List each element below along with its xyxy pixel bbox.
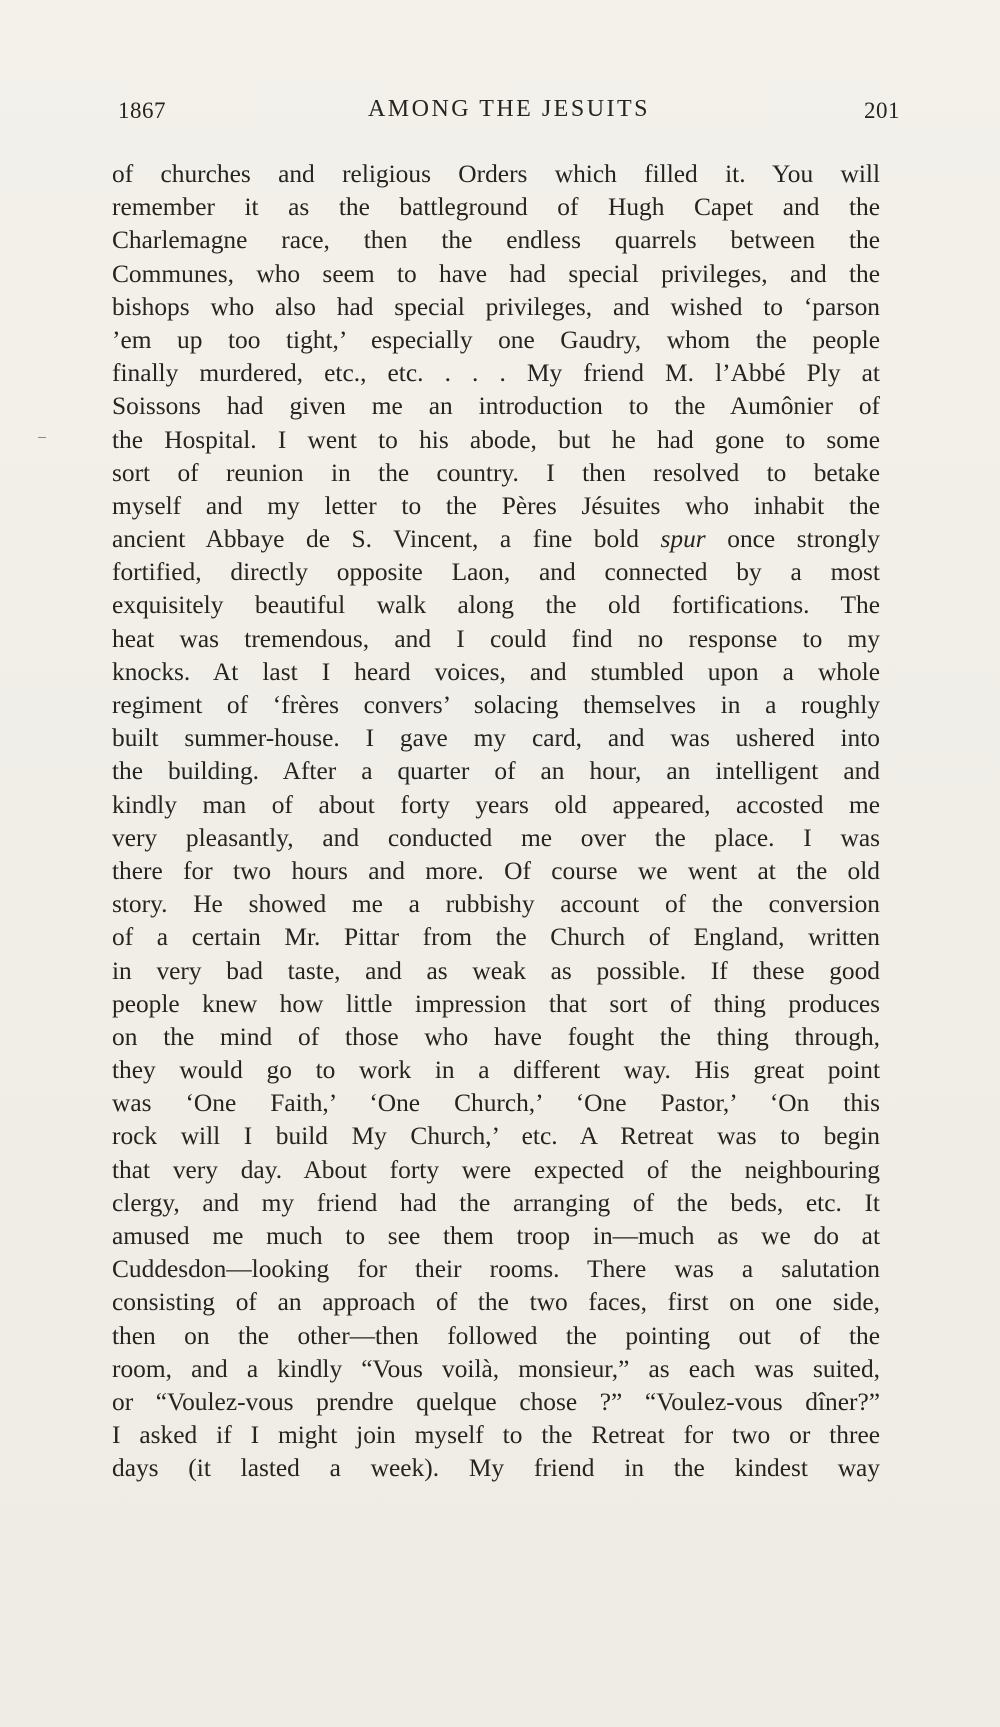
text-line: sort of reunion in the country. I then resolved to betake <box>112 458 880 487</box>
text-line: Communes, who seem to have had special privileges, and the <box>112 259 880 288</box>
text-line: people knew how little impression that sort of thing produces <box>112 989 880 1018</box>
text-line: room, and a kindly “Vous voilà, monsieur,” as each was suited, <box>112 1354 880 1383</box>
line-segment: ancient Abbaye de S. Vincent, a fine bold <box>112 525 661 554</box>
text-line-with-italic <box>112 523 880 556</box>
margin-mark <box>38 437 46 438</box>
text-line: fortified, directly opposite Laon, and connected by a most <box>112 558 880 587</box>
text-line: consisting of an approach of the two faces, first on one side, <box>112 1288 880 1317</box>
text-line: regiment of ‘frères convers’ solacing themselves in a roughly <box>112 691 880 719</box>
text-line: very pleasantly, and conducted me over the place. I was <box>112 823 880 852</box>
text-line: bishops who also had special privileges, and wished to ‘parson <box>112 292 880 321</box>
text-line: of churches and religious Orders which filled it. You will <box>112 160 880 188</box>
text-line: clergy, and my friend had the arranging of the beds, etc. It <box>112 1188 880 1217</box>
text-line: of a certain Mr. Pittar from the Church of England, written <box>112 923 880 952</box>
text-line: ’em up too tight,’ especially one Gaudry, whom the people <box>112 325 880 354</box>
body-text <box>112 158 880 1486</box>
text-line: the Hospital. I went to his abode, but he had gone to some <box>112 425 880 454</box>
text-line: was ‘One Faith,’ ‘One Church,’ ‘One Pastor,’ ‘On this <box>112 1089 880 1118</box>
text-line: built summer-house. I gave my card, and was ushered into <box>112 724 880 753</box>
header-year: 1867 <box>118 98 166 123</box>
text-line: there for two hours and more. Of course we went at the old <box>112 856 880 885</box>
text-line: or “Voulez-vous prendre quelque chose ?” “Voulez-vous dîner?” <box>112 1387 880 1416</box>
page-number: 201 <box>864 98 900 123</box>
text-line: kindly man of about forty years old appeared, accosted me <box>112 790 880 819</box>
text-line: days (it lasted a week). My friend in the kindest way <box>112 1454 880 1483</box>
text-line: then on the other—then followed the pointing out of the <box>112 1321 880 1350</box>
text-line: they would go to work in a different way. His great point <box>112 1056 880 1085</box>
text-line: story. He showed me a rubbishy account of the conversion <box>112 890 880 919</box>
header-title: AMONG THE JESUITS <box>367 96 651 122</box>
text-line: Soissons had given me an introduction to the Aumônier of <box>112 392 880 421</box>
text-line: knocks. At last I heard voices, and stumbled upon a whole <box>112 657 880 686</box>
text-line: Cuddesdon—looking for their rooms. There was a salutation <box>112 1255 880 1284</box>
text-line: the building. After a quarter of an hour, an intelligent and <box>112 757 880 786</box>
text-line: heat was tremendous, and I could find no response to my <box>112 624 880 653</box>
text-line: on the mind of those who have fought the thing through, <box>112 1022 880 1051</box>
text-line: finally murdered, etc., etc. . . . My friend M. l’Abbé Ply at <box>112 359 880 388</box>
text-line: myself and my letter to the Pères Jésuites who inhabit the <box>112 491 880 520</box>
text-line: in very bad taste, and as weak as possible. If these good <box>112 956 880 985</box>
text-line: that very day. About forty were expected of the neighbouring <box>112 1155 880 1184</box>
running-header <box>118 92 900 132</box>
text-line: rock will I build My Church,’ etc. A Retreat was to begin <box>112 1122 880 1151</box>
italic-word: spur <box>660 525 706 554</box>
text-line: remember it as the battleground of Hugh Capet and the <box>112 193 880 222</box>
text-line: I asked if I might join myself to the Retreat for two or three <box>112 1421 880 1450</box>
text-line: exquisitely beautiful walk along the old fortifications. The <box>112 591 880 620</box>
text-line: amused me much to see them troop in—much as we do at <box>112 1222 880 1250</box>
text-line: Charlemagne race, then the endless quarrels between the <box>112 226 880 255</box>
line-segment: once strongly <box>705 525 880 554</box>
